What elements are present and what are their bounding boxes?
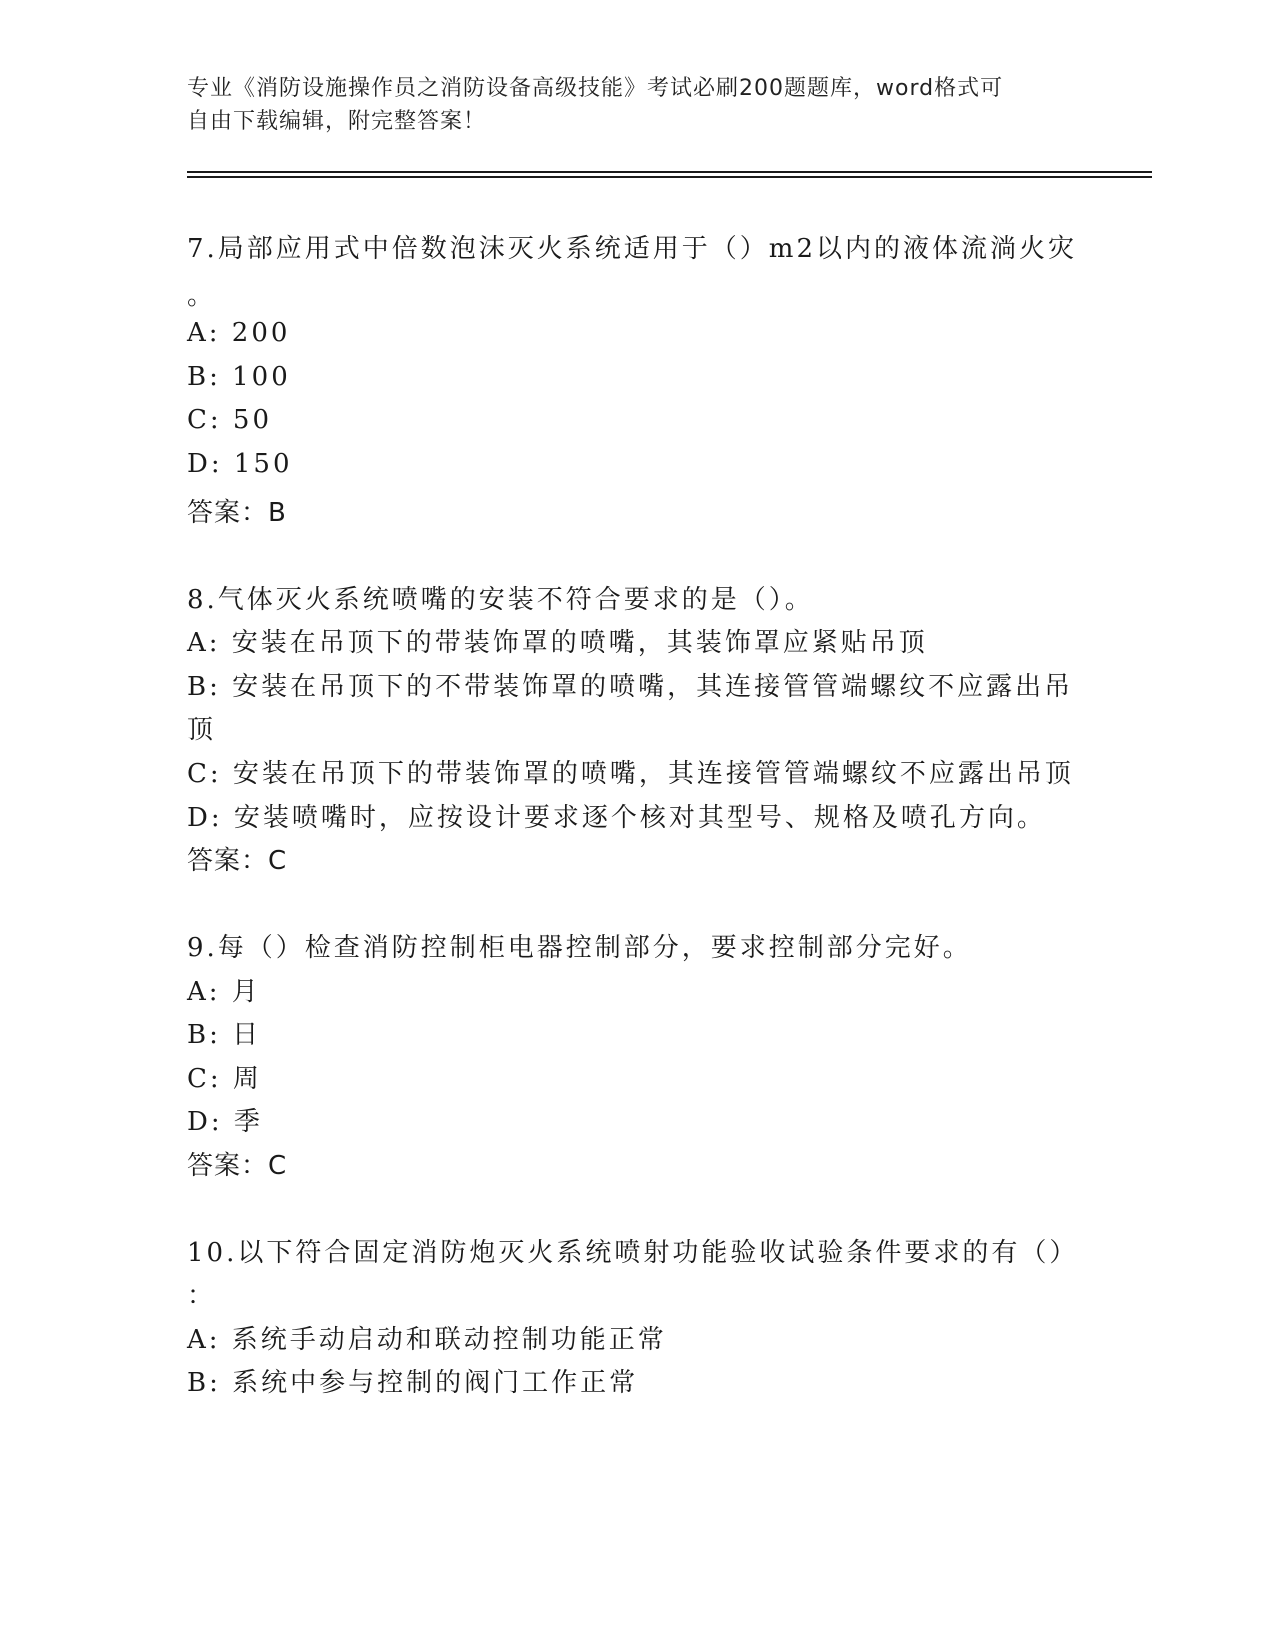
option-b: B: 100: [187, 362, 291, 392]
option-b: B: 系统中参与控制的阀门工作正常: [187, 1368, 639, 1398]
option-c: C: 安装在吊顶下的带装饰罩的喷嘴，其连接管管端螺纹不应露出吊顶: [187, 759, 1074, 789]
option-a: A: 月: [187, 977, 261, 1007]
question-stem: 8.气体灭火系统喷嘴的安装不符合要求的是（）。: [187, 585, 814, 615]
header-divider-top: [187, 171, 1152, 173]
question-stem: 9.每（）检查消防控制柜电器控制部分，要求控制部分完好。: [187, 933, 972, 963]
option-a: A: 系统手动启动和联动控制功能正常: [187, 1325, 667, 1355]
header-line-2: 自由下载编辑，附完整答案！: [187, 109, 487, 134]
header-divider-bottom: [187, 176, 1152, 178]
option-a: A: 安装在吊顶下的带装饰罩的喷嘴，其装饰罩应紧贴吊顶: [187, 628, 928, 658]
option-d: D: 安装喷嘴时，应按设计要求逐个核对其型号、规格及喷孔方向。: [187, 803, 1046, 833]
option-c: C: 周: [187, 1064, 262, 1094]
option-b: B: 日: [187, 1020, 262, 1050]
header-line-1: 专业《消防设施操作员之消防设备高级技能》考试必刷200题题库，word格式可: [187, 76, 1004, 101]
answer-label: 答案：C: [187, 1151, 288, 1181]
question-stem-continued: ：: [187, 1281, 217, 1311]
option-b: B: 安装在吊顶下的不带装饰罩的喷嘴，其连接管管端螺纹不应露出吊: [187, 672, 1074, 702]
header-text: [187, 72, 1067, 138]
option-d: D: 150: [187, 449, 293, 479]
answer-label: 答案：C: [187, 846, 288, 876]
option-b-continued: 顶: [187, 715, 217, 745]
option-a: A: 200: [187, 318, 291, 348]
option-d: D: 季: [187, 1107, 263, 1137]
option-c: C: 50: [187, 405, 273, 435]
question-stem: 10.以下符合固定消防炮灭火系统喷射功能验收试验条件要求的有（）: [187, 1238, 1079, 1268]
question-stem-continued: 。: [187, 281, 217, 311]
answer-label: 答案：B: [187, 498, 287, 528]
question-stem: 7.局部应用式中倍数泡沫灭火系统适用于（）m2以内的液体流淌火灾: [187, 234, 1078, 264]
